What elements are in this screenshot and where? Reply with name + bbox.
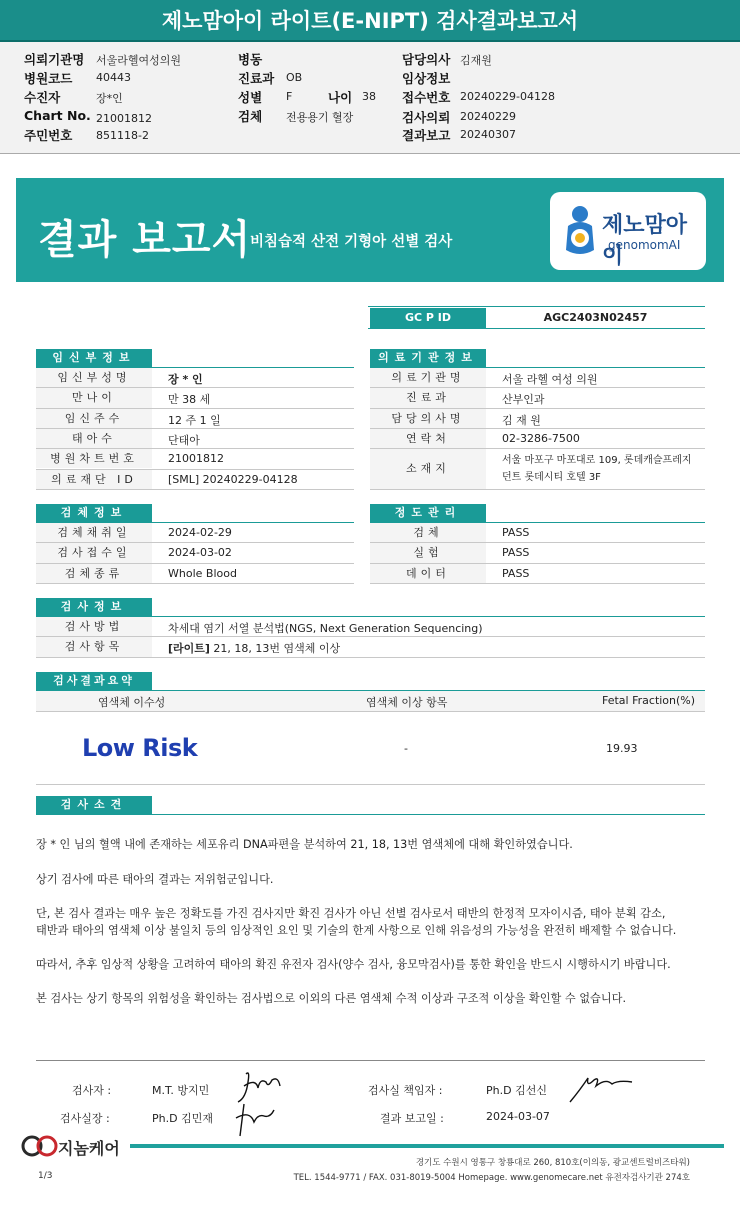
lab-head-name: Ph.D 김민재 (152, 1112, 213, 1125)
row-divider (36, 583, 354, 584)
finding-paragraph: 상기 검사에 따른 태아의 결과는 저위험군입니다. (36, 873, 274, 886)
report-date-label: 결과 보고일 : (380, 1112, 444, 1125)
info-label: 검체 (370, 523, 486, 542)
info-label: 태아수 (36, 429, 152, 448)
abnormal-item-value: - (404, 742, 408, 755)
section-tab-hospital: 의료기관정보 (370, 349, 486, 367)
header-value: 20240307 (460, 128, 516, 141)
info-value: 서울 마포구 마포대로 109, 롯데캐슬프레지 (502, 455, 692, 467)
header-value: 851118-2 (96, 129, 149, 142)
finding-paragraph: 본 검사는 상기 항목의 위험성을 확인하는 검사법으로 이외의 다른 염색체 수적 이상과 구조적 이상을 확인할 수 없습니다. (36, 992, 627, 1005)
info-label: 임신부성명 (36, 368, 152, 387)
header-label: 나이 (328, 90, 353, 105)
info-value: Whole Blood (168, 566, 237, 580)
info-value: PASS (502, 546, 530, 560)
header-value: 20240229-04128 (460, 90, 555, 103)
info-value: PASS (502, 566, 530, 580)
header-label: 주민번호 (24, 128, 73, 143)
page-number: 1/3 (38, 1171, 53, 1181)
info-value: [SML] 20240229-04128 (168, 472, 298, 486)
info-label: 임신주수 (36, 409, 152, 428)
header-value: 김재원 (460, 54, 492, 67)
section-tab-test: 검사정보 (36, 598, 152, 616)
info-label: 담당의사명 (370, 409, 486, 428)
header-label: 임상정보 (402, 71, 451, 86)
footer-address: 경기도 수원시 영통구 창룡대로 260, 810호(이의동, 광교센트럴비즈타워) (415, 1158, 690, 1168)
header-value: 40443 (96, 71, 131, 84)
risk-result: Low Risk (82, 734, 198, 762)
header-label: 수진자 (24, 90, 61, 105)
header-value: 38 (362, 90, 376, 103)
info-label: 검체채취일 (36, 523, 152, 542)
lab-head-label: 검사실장 : (60, 1112, 110, 1125)
info-value: 차세대 염기 서열 분석법(NGS, Next Generation Sequencing) (168, 622, 483, 635)
header-value: 전용용기 혈장 (286, 111, 354, 124)
header-label: 검사의뢰 (402, 110, 451, 125)
info-label: 만나이 (36, 388, 152, 407)
row-divider (36, 657, 705, 658)
info-value: 김 재 원 (502, 413, 541, 427)
info-label: 소재지 (370, 449, 486, 489)
header-label: 성별 (238, 90, 263, 105)
header-label: 결과보고 (402, 128, 451, 143)
section-tab-qc: 정도관리 (370, 504, 486, 522)
info-label: 의료재단 ID (36, 470, 152, 489)
banner-title: 결과 보고서 (38, 217, 252, 263)
footer-company: 지놈케어 (58, 1139, 120, 1158)
info-value: 산부인과 (502, 393, 545, 407)
info-value: 장 * 인 (168, 373, 203, 386)
header-label: 의뢰기관명 (24, 52, 85, 67)
info-value-text: 21, 18, 13번 염색체 이상 (209, 642, 341, 656)
info-value (168, 640, 340, 656)
finding-paragraph: 따라서, 추후 임상적 상황을 고려하여 태아의 확진 유전자 검사(양수 검사, 융모막검사)를 통한 확인을 반드시 시행하시기 바랍니다. (36, 958, 671, 971)
header-label: 담당의사 (402, 52, 451, 67)
genomom-logo (550, 192, 706, 270)
lab-head-signature (232, 1100, 278, 1142)
report-title: 제노맘아이 라이트(E-NIPT) 검사결과보고서 (0, 0, 740, 42)
info-label: 검사항목 (36, 637, 152, 656)
fetal-fraction-value: 19.93 (606, 742, 638, 755)
info-value: 서울 라헬 여성 의원 (502, 373, 598, 386)
info-value: 만 38 세 (168, 393, 211, 407)
info-label: 병원차트번호 (36, 449, 152, 468)
summary-header: 염색체 이수성 (98, 696, 166, 709)
section-tab-summary: 검사결과요약 (36, 672, 152, 690)
summary-header: Fetal Fraction(%) (602, 694, 696, 707)
summary-header: 염색체 이상 항목 (366, 696, 448, 709)
finding-paragraph: 장 * 인 님의 혈액 내에 존재하는 세포유리 DNA파편을 분석하여 21, 18, 13번 염색체에 대해 확인하였습니다. (36, 838, 573, 851)
info-value: 단태아 (168, 433, 200, 447)
section-tab-pregnant: 임신부정보 (36, 349, 152, 367)
genomecare-logo-icon (20, 1134, 60, 1158)
responsible-name: Ph.D 김선신 (486, 1084, 547, 1097)
info-label: 의료기관명 (370, 368, 486, 387)
tester-name: M.T. 방지민 (152, 1084, 210, 1097)
info-label: 데이터 (370, 564, 486, 583)
header-value: 장*인 (96, 92, 123, 105)
info-value: 2024-02-29 (168, 526, 232, 539)
patient-header (0, 42, 740, 154)
row-divider (370, 489, 705, 490)
info-label: 실험 (370, 543, 486, 562)
row-divider (370, 583, 705, 584)
banner-subtitle: 비침습적 산전 기형아 선별 검사 (250, 234, 453, 250)
report-date-value: 2024-03-07 (486, 1110, 550, 1123)
header-label: 병동 (238, 52, 263, 67)
footer-contact: TEL. 1544-9771 / FAX. 031-8019-5004 Homepage. www.genomecare.net 유전자검사기관 274호 (293, 1173, 690, 1183)
row-divider (36, 489, 354, 490)
info-label: 검사접수일 (36, 543, 152, 562)
gcp-id-label: GC P ID (370, 308, 486, 328)
header-value: OB (286, 71, 303, 84)
header-label: Chart No. (24, 108, 91, 123)
finding-paragraph: 태반과 태아의 염색체 이상 불일치 등의 임상적인 요인 및 기술의 한계 사항으로 인해 위음성의 가능성을 완전히 배제할 수 없습니다. (36, 924, 677, 937)
responsible-signature (566, 1070, 636, 1106)
info-value: 던트 롯데시티 호텔 3F (502, 471, 601, 483)
header-value: F (286, 90, 293, 103)
logo-text-ko: 제노맘아이 (602, 213, 688, 269)
finding-paragraph: 단, 본 검사 결과는 매우 높은 정확도를 가진 검사지만 확진 검사가 아닌 선별 검사로서 태반의 한정적 모자이시즘, 태아 분획 감소, (36, 907, 666, 920)
baby-icon (560, 204, 600, 258)
header-label: 접수번호 (402, 90, 451, 105)
info-value: 12 주 1 일 (168, 413, 221, 427)
header-label: 병원코드 (24, 71, 73, 86)
info-label: 검체종류 (36, 564, 152, 583)
info-label: 검사방법 (36, 617, 152, 636)
info-value: 2024-03-02 (168, 546, 232, 560)
info-value: PASS (502, 526, 530, 539)
header-label: 진료과 (238, 71, 275, 86)
result-banner (16, 178, 724, 282)
gcp-id-value: AGC2403N02457 (543, 311, 648, 324)
header-value: 21001812 (96, 112, 152, 125)
section-tab-findings: 검사소견 (36, 796, 152, 814)
info-value-bold: [라이트] (168, 642, 210, 656)
tester-label: 검사자 : (72, 1084, 112, 1097)
info-label: 진료과 (370, 388, 486, 407)
responsible-label: 검사실 책임자 : (368, 1084, 443, 1097)
section-tab-specimen: 검체정보 (36, 504, 152, 522)
header-value: 20240229 (460, 110, 516, 123)
info-value: 02-3286-7500 (502, 431, 580, 445)
info-label: 연락처 (370, 429, 486, 448)
logo-text-en: genomomAI (608, 238, 681, 252)
info-value: 21001812 (168, 452, 224, 466)
header-label: 검체 (238, 109, 263, 124)
header-value: 서울라헬여성의원 (96, 54, 182, 67)
